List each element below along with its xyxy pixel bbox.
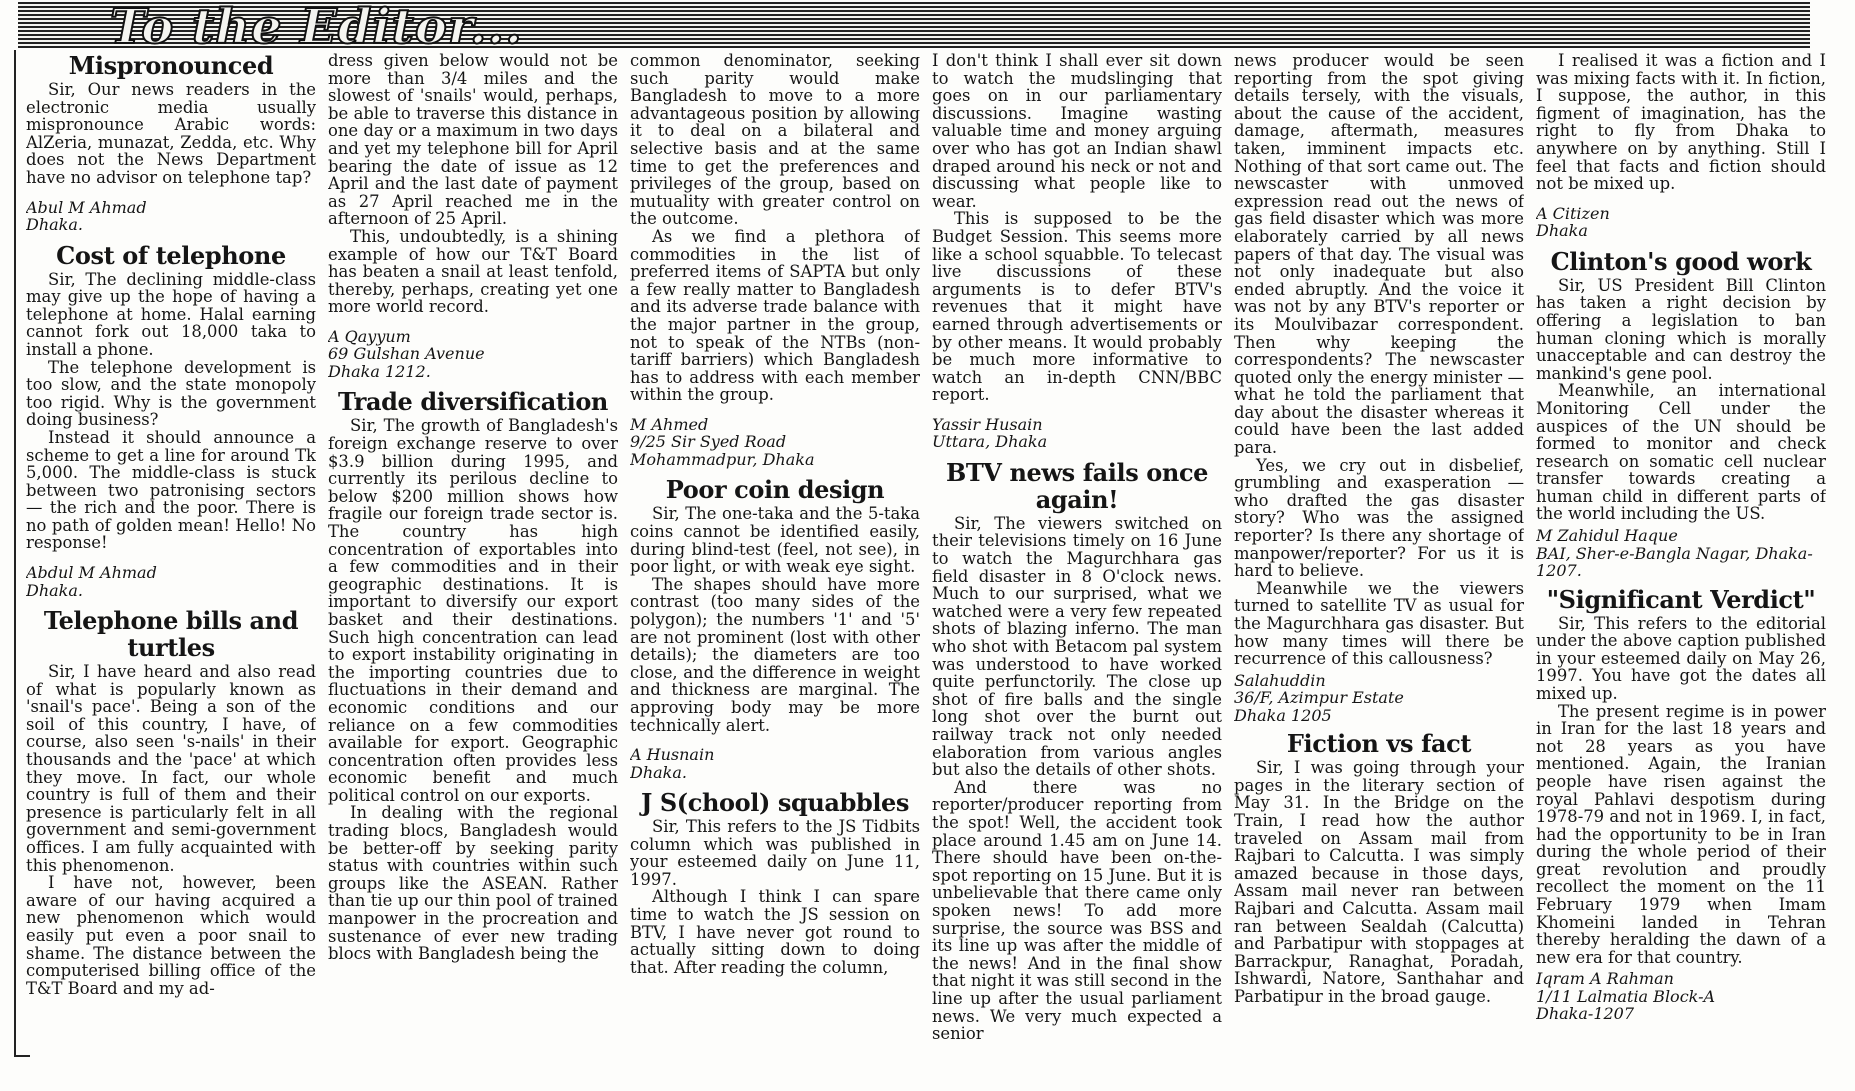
masthead-banner bbox=[18, 0, 1810, 55]
letter-signature bbox=[932, 416, 1222, 451]
letter-signature bbox=[1536, 205, 1826, 240]
signature-line: Uttara, Dhaka bbox=[932, 432, 1048, 452]
letter-paragraph: As we find a plethora of commodities in the list of preferred items of SAPTA but only a few really matter to Bangladesh and its adverse trade balance with the major partner in the group, not to speak of the NTBs (non-tariff barriers) which Bangladesh has to address with each member within the group. bbox=[630, 226, 920, 405]
section-title: To the Editor... bbox=[110, 0, 523, 55]
letter-paragraph: In dealing with the regional trading blocs, Bangladesh would be better-off by seeking parity status with countries within such groups like the ASEAN. Rather than tie up our thin pool of trained manpower in the procreation and sustenance of ever new trading blocs with Bangladesh being the bbox=[328, 803, 618, 964]
letter-paragraph-continued: common denominator, seeking such parity would make Bangladesh to move to a more advantageous position by allowing it to deal on a bilateral and selective basis and at the same time to get the preferences and privileges of the group, based on mutuality with greater control on the outcome. bbox=[630, 52, 920, 229]
signature-line: Dhaka. bbox=[26, 215, 83, 235]
letter-signature bbox=[1536, 527, 1826, 580]
signature-line: Dhaka-1207 bbox=[1536, 1004, 1635, 1024]
column-5 bbox=[1234, 52, 1524, 1062]
letter-signature bbox=[630, 416, 920, 469]
letter-paragraph: Sir, This refers to the editorial under the above caption published in your esteemed daily on May 26, 1997. You have got the dates all mixed up. bbox=[1536, 613, 1826, 703]
letter-paragraph: Instead it should announce a scheme to get a line for around Tk 5,000. The middle-class is stuck between two patronising sectors — the rich and the poor. There is no path of golden mean! Hello! No response! bbox=[26, 427, 316, 553]
letter-headline: Mispronounced bbox=[68, 52, 274, 80]
letter-paragraph: And there was no reporter/producer reporting from the spot! Well, the accident took place around 1.45 am on June 14. There should have been on-the-spot reporting on 15 June. But it is unbelievable that there came only spoken news! To add more surprise, the source was BSS and its line up was after the middle of the news! And in the final show that night it was still second in the line up after the usual parliament news. We very much expected a senior bbox=[932, 777, 1222, 1044]
signature-line: 69 Gulshan Avenue bbox=[328, 344, 485, 364]
signature-line: 9/25 Sir Syed Road bbox=[630, 432, 787, 452]
signature-line: Dhaka bbox=[1536, 221, 1588, 241]
letter-paragraph: The present regime is in power in Iran for the last 18 years and not 28 years as you have mentioned. Again, the Iranian people have risen against the royal Pahlavi despotism during 1978-79 and not in 1969. I, in fact, had the opportunity to be in Iran during the whole period of their great revolution and proudly recollect the moment on the 11 February 1979 when Imam Khomeini landed in Tehran thereby heralding the dawn of a new era for that country. bbox=[1536, 701, 1826, 967]
letter-paragraph: I have not, however, been aware of our having acquired a new phenomenon which would easily put even a poor snail to shame. The distance between the computerised billing office of the T&T Board and my ad- bbox=[26, 873, 316, 998]
letter-paragraph: Meanwhile we the viewers turned to satellite TV as usual for the Magurchhara gas disaster. But how many times will there be recurrence of this callousness? bbox=[1234, 578, 1524, 669]
signature-line: Dhaka. bbox=[630, 762, 687, 782]
letter-paragraph: The shapes should have more contrast (too many sides of the polygon); the numbers '1' and '5' are not prominent (lost with other details); the diameters are too close, and the difference in weight and thickness are marginal. The approving body may be more technically alert. bbox=[630, 574, 920, 735]
column-4 bbox=[932, 52, 1222, 1062]
signature-line: Abdul M Ahmad bbox=[26, 563, 157, 583]
letter-signature bbox=[630, 746, 920, 781]
letter-paragraph: I realised it was a fiction and I was mixing facts with it. In fiction, I suppose, the author, in this figment of imagination, has the right to fly from Dhaka to anywhere on by anything. Still I feel that facts and fiction should not be mixed up. bbox=[1536, 52, 1826, 194]
letter-headline: Clinton's good work bbox=[1550, 246, 1812, 276]
signature-line: Abul M Ahmad bbox=[26, 197, 147, 217]
letter-headline: Fiction vs fact bbox=[1286, 729, 1472, 759]
letter-paragraph: The telephone development is too slow, and the state monopoly too rigid. Why is the government doing business? bbox=[26, 357, 316, 430]
letter-headline: "Significant Verdict" bbox=[1546, 584, 1816, 614]
letter-paragraph: Yes, we cry out in disbelief, grumbling and exasperation — who drafted the gas disaster story? Who was the assigned reporter? Is there any shortage of manpower/reporter? For us it is hard to believe. bbox=[1234, 455, 1524, 581]
letter-signature bbox=[328, 328, 618, 381]
letter-paragraph: Sir, US President Bill Clinton has taken a right decision by offering a legislation to ban human cloning which is morally unacceptable and can destroy the mankind's gene pool. bbox=[1536, 275, 1826, 383]
letter-signature bbox=[26, 564, 316, 599]
signature-line: Mohammadpur, Dhaka bbox=[630, 449, 815, 469]
letter-paragraph-continued: I don't think I shall ever sit down to watch the mudslinging that goes on in our parliamentary discussions. Imagine wasting valuable time and money arguing over who has got an Indian shawl draped around his neck or not and discussing what people like to wear. bbox=[932, 52, 1222, 211]
left-rule bbox=[14, 50, 16, 1055]
signature-line: Dhaka 1205 bbox=[1234, 705, 1332, 725]
column-6 bbox=[1536, 52, 1826, 1062]
column-1 bbox=[26, 52, 316, 1062]
signature-line: Iqram A Rahman bbox=[1536, 969, 1674, 989]
letter-paragraph: Sir, The declining middle-class may give up the hope of having a telephone at home. Halal earning cannot fork out 18,000 taka to install a phone. bbox=[26, 269, 316, 359]
letter-paragraph: Sir, Our news readers in the electronic media usually mispronounce Arabic words: AlZeria, munazat, Zedda, etc. Why does not the News Department have no advisor on telephone tap? bbox=[26, 80, 316, 187]
letter-headline: Cost of telephone bbox=[56, 240, 286, 270]
letter-signature bbox=[1536, 970, 1826, 1023]
signature-line: Dhaka 1212. bbox=[328, 361, 431, 381]
signature-line: Yassir Husain bbox=[932, 414, 1043, 434]
signature-line: Dhaka. bbox=[26, 580, 83, 600]
letter-paragraph: Sir, The one-taka and the 5-taka coins cannot be identified easily, during blind-test (feel, not see), in poor light, or with weak eye sight. bbox=[630, 504, 920, 577]
signature-line: BAI, Sher-e-Bangla Nagar, Dhaka-1207. bbox=[1536, 543, 1813, 581]
signature-line: A Husnain bbox=[630, 745, 715, 765]
letter-paragraph: Although I think I can spare time to watch the JS session on BTV, I have never got round to actually sitting down to doing that. After reading the column, bbox=[630, 887, 920, 977]
letter-headline: Poor coin design bbox=[665, 475, 885, 505]
letter-signature bbox=[1234, 672, 1524, 725]
letter-paragraph: Sir, The growth of Bangladesh's foreign exchange reserve to over $3.9 billion during 1995, and currently its perilous decline to below $200 million shows how fragile our foreign trade sector is. The country has high concentration of exportables into a few commodities and in their geographic destinations. It is important to diversify our export basket and their destinations. Such high concentration can lead to export instability originating in the importing countries due to fluctuations in their demand and economic conditions and our reliance on a few commodities available for export. Geographic concentration often provides less economic benefit and much political control on our exports. bbox=[328, 416, 618, 805]
letter-paragraph: Sir, I was going through your pages in the literary section of May 31. In the Bridge on the Train, I read how the author traveled on Assam mail from Rajbari to Calcutta. I was simply amazed because in those days, Assam mail never ran between Rajbari and Calcutta. Assam mail ran between Sealdah (Calcutta) and Parbatipur with stoppages at Barrackpur, Ranaghat, Poradah, Ishwardi, Natore, Santhahar and Parbatipur in the broad gauge. bbox=[1234, 758, 1524, 1006]
signature-line: Salahuddin bbox=[1234, 670, 1326, 690]
letter-headline: Trade diversification bbox=[338, 387, 608, 417]
letter-paragraph: This, undoubtedly, is a shining example of how our T&T Board has beaten a snail at least tenfold, thereby, perhaps, creating yet one more world record. bbox=[328, 226, 618, 317]
signature-line: M Zahidul Haque bbox=[1536, 526, 1678, 546]
letter-paragraph: Meanwhile, an international Monitoring Cell under the auspices of the UN should be formed to monitor and check research on somatic cell nuclear transfer towards creating a human child in different parts of the world including the US. bbox=[1536, 381, 1826, 524]
letter-paragraph-continued: news producer would be seen reporting from the spot giving details tersely, with the visuals, about the cause of the accident, damage, aftermath, measures taken, imminent impacts etc. Nothing of that sort came out. The newscaster with unmoved expression read out the news of gas field disaster which was more elaborately carried by all news papers of that day. The visual was not only inadequate but also ended abruptly. And the voice it was not by any BTV's reporter or its Moulvibazar correspondent. Then why keeping the correspondents? The newscaster quoted only the energy minister — what he told the parliament that day about the disaster whereas it could have been the last added para. bbox=[1234, 52, 1524, 458]
signature-line: 1/11 Lalmatia Block-A bbox=[1536, 986, 1716, 1006]
column-3 bbox=[630, 52, 920, 1062]
letter-paragraph: Sir, I have heard and also read of what is popularly known as 'snail's pace'. Being a son of the soil of this country, I have, of course, also seen 's-nails' in their thousands and the 'pace' at which they move. In fact, our whole country is full of them and their presence is particularly felt in all government and semi-government offices. I am fully acquainted with this phenomenon. bbox=[26, 662, 316, 875]
column-2 bbox=[328, 52, 618, 1062]
signature-line: A Citizen bbox=[1536, 203, 1610, 223]
letter-headline: BTV news fails once again! bbox=[945, 457, 1209, 514]
letter-paragraph: Sir, The viewers switched on their televisions timely on 16 June to watch the Magurchhara gas field disaster in 8 O'clock news. Much to our surprised, what we watched were a very few repeated shots of blazing inferno. The man who shot with Betacom pal system was understood to have worked quite perfunctorily. The close up shot of fire balls and the single long shot over the burnt out railway track not only needed elaboration from various angles but also the details of other shots. bbox=[932, 513, 1222, 780]
letter-headline: Telephone bills and turtles bbox=[43, 606, 299, 663]
letter-headline: J S(chool) squabbles bbox=[640, 788, 910, 818]
signature-line: 36/F, Azimpur Estate bbox=[1234, 688, 1404, 708]
letter-paragraph-continued: dress given below would not be more than 3/4 miles and the slowest of 'snails' would, perhaps, be able to traverse this distance in one day or a maximum in two days and yet my telephone bill for April bearing the date of issue as 12 April and the last date of payment as 27 April reached me in the afternoon of 25 April. bbox=[328, 52, 618, 229]
letter-paragraph: This is supposed to be the Budget Session. This seems more like a school squabble. To telecast live discussions of these arguments is to defer BTV's revenues that it might have earned through advertisements or by other means. It would probably be much more informative to watch an in-depth CNN/BBC report. bbox=[932, 209, 1222, 405]
letter-signature bbox=[26, 199, 316, 234]
letter-paragraph: Sir, This refers to the JS Tidbits column which was published in your esteemed daily on June 11, 1997. bbox=[630, 817, 920, 889]
signature-line: A Qayyum bbox=[328, 326, 411, 346]
signature-line: M Ahmed bbox=[630, 414, 709, 434]
